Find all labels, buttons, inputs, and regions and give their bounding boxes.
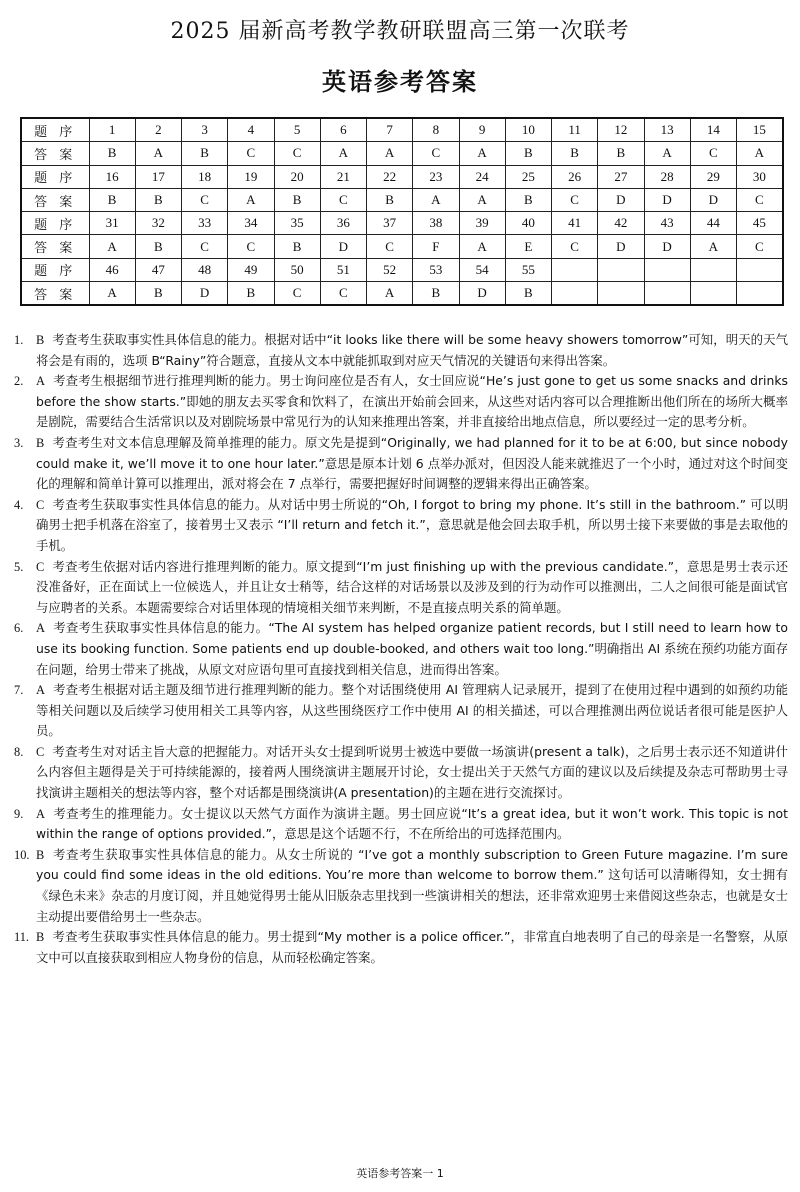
- table-cell: C: [182, 188, 228, 211]
- table-cell: C: [274, 282, 320, 306]
- table-cell: C: [690, 142, 736, 165]
- explanation-item: [14, 927, 788, 968]
- table-cell: 45: [737, 212, 783, 235]
- table-cell: 48: [182, 258, 228, 281]
- table-cell: 28: [644, 165, 690, 188]
- table-cell: 14: [690, 118, 736, 142]
- table-cell: [552, 282, 598, 306]
- table-cell: [737, 258, 783, 281]
- table-cell: D: [644, 188, 690, 211]
- table-cell: 47: [135, 258, 181, 281]
- table-cell: A: [89, 235, 135, 258]
- table-cell: 39: [459, 212, 505, 235]
- explanation-text: 考查考生对文本信息理解及简单推理的能力。原文先是提到“Originally, we had planned for it to be at 6:00, but since nobody could make it, we’ll move it to one hour later.”意思是原本计划 6 点举办派对，但因没人能来就推迟了一个小时，通过对这个时间变化的理解和简单计算可以推理出，派对将会在 7 点举行，需要把握好时间调整的逻辑来得出正确答案。: [36, 434, 788, 492]
- table-cell: 7: [367, 118, 413, 142]
- table-cell: 26: [552, 165, 598, 188]
- answer-letter: A: [36, 683, 45, 698]
- table-cell: B: [274, 235, 320, 258]
- table-cell: 16: [89, 165, 135, 188]
- table-cell: C: [737, 235, 783, 258]
- table-cell: 50: [274, 258, 320, 281]
- table-cell: B: [367, 188, 413, 211]
- explanations-list: [14, 330, 788, 968]
- row-label: 题 序: [21, 212, 89, 235]
- explanation-item: [14, 371, 788, 433]
- table-cell: 22: [367, 165, 413, 188]
- table-cell: 35: [274, 212, 320, 235]
- question-number: 10.: [14, 847, 30, 862]
- table-cell: 30: [737, 165, 783, 188]
- table-cell: B: [228, 282, 274, 306]
- row-label: 答 案: [21, 282, 89, 306]
- table-cell: 18: [182, 165, 228, 188]
- table-cell: 37: [367, 212, 413, 235]
- explanation-item: [14, 433, 788, 495]
- question-number: 5.: [14, 559, 24, 574]
- table-cell: 20: [274, 165, 320, 188]
- table-cell: B: [135, 235, 181, 258]
- table-cell: D: [320, 235, 366, 258]
- table-cell: 51: [320, 258, 366, 281]
- table-cell: F: [413, 235, 459, 258]
- answer-letter: B: [36, 435, 45, 450]
- question-number: 1.: [14, 333, 24, 347]
- table-cell: 25: [505, 165, 551, 188]
- table-cell: B: [413, 282, 459, 306]
- table-cell: 6: [320, 118, 366, 142]
- table-cell: B: [598, 142, 644, 165]
- explanation-text: 考查考生的推理能力。女士提议以天然气方面作为演讲主题。男士回应说“It’s a great idea, but it won’t work. This topic is not within the range of options provided.”，意思是这个话题不行，不在所给出的可选择范围内。: [36, 805, 788, 842]
- table-cell: 46: [89, 258, 135, 281]
- table-cell: A: [320, 142, 366, 165]
- explanation-item: [14, 557, 788, 619]
- table-cell: B: [135, 282, 181, 306]
- table-cell: 21: [320, 165, 366, 188]
- page-subtitle: 英语参考答案: [322, 68, 478, 96]
- answer-letter: A: [36, 806, 45, 821]
- table-row: [21, 188, 783, 211]
- table-row: [21, 118, 783, 142]
- explanation-text: 考查考生获取事实性具体信息的能力。从对话中男士所说的“Oh, I forgot to bring my phone. It’s still in the bathroom.” 可以明确男士把手机落在浴室了，接着男士又表示 “I’ll return and fetch it.”，意思就是他会回去取手机，所以男士接下来要做的事是去取他的手机。: [36, 496, 788, 553]
- table-cell: 33: [182, 212, 228, 235]
- table-cell: 29: [690, 165, 736, 188]
- explanation-item: [14, 680, 788, 742]
- table-cell: B: [505, 188, 551, 211]
- table-cell: 12: [598, 118, 644, 142]
- table-cell: [598, 282, 644, 306]
- table-cell: [690, 258, 736, 281]
- answer-letter: A: [36, 621, 45, 636]
- table-cell: B: [274, 188, 320, 211]
- table-cell: 1: [89, 118, 135, 142]
- table-cell: B: [182, 142, 228, 165]
- explanation-item: [14, 845, 788, 927]
- table-cell: A: [367, 282, 413, 306]
- table-cell: D: [690, 188, 736, 211]
- table-cell: D: [644, 235, 690, 258]
- question-number: 3.: [14, 435, 24, 450]
- answer-letter: C: [36, 497, 45, 512]
- table-cell: 40: [505, 212, 551, 235]
- table-cell: D: [182, 282, 228, 306]
- explanation-text: 考查考生获取事实性具体信息的能力。根据对话中“it looks like there will be some heavy showers tomorrow”可知，明天的天气将会是有雨的，选项 B“Rainy”符合题意，直接从文本中就能抓取到对应天气情况的关键语句来得出答案。: [36, 332, 788, 368]
- table-cell: 2: [135, 118, 181, 142]
- table-cell: A: [413, 188, 459, 211]
- table-cell: [598, 258, 644, 281]
- answer-letter: C: [36, 559, 45, 574]
- answer-letter: B: [36, 847, 45, 862]
- table-row: [21, 258, 783, 281]
- table-cell: A: [459, 142, 505, 165]
- table-cell: 34: [228, 212, 274, 235]
- answer-table: [20, 117, 784, 306]
- table-cell: C: [228, 235, 274, 258]
- table-cell: 27: [598, 165, 644, 188]
- table-cell: 53: [413, 258, 459, 281]
- table-cell: A: [367, 142, 413, 165]
- table-cell: 38: [413, 212, 459, 235]
- table-cell: 8: [413, 118, 459, 142]
- table-cell: 9: [459, 118, 505, 142]
- table-cell: 36: [320, 212, 366, 235]
- table-cell: C: [228, 142, 274, 165]
- table-cell: A: [228, 188, 274, 211]
- table-cell: [644, 282, 690, 306]
- table-row: [21, 165, 783, 188]
- table-cell: 41: [552, 212, 598, 235]
- table-cell: A: [135, 142, 181, 165]
- table-cell: 54: [459, 258, 505, 281]
- table-cell: [737, 282, 783, 306]
- table-cell: B: [89, 188, 135, 211]
- question-number: 11.: [14, 930, 30, 945]
- answer-letter: A: [36, 374, 45, 389]
- table-cell: [644, 258, 690, 281]
- table-cell: C: [413, 142, 459, 165]
- table-cell: 11: [552, 118, 598, 142]
- table-cell: C: [274, 142, 320, 165]
- row-label: 题 序: [21, 165, 89, 188]
- explanation-text: 考查考生根据对话主题及细节进行推理判断的能力。整个对话围绕使用 AI 管理病人记录展开，提到了在使用过程中遇到的如预约功能等相关问题以及后续学习使用相关工具等内容，从这些围绕医疗工作中使用 AI 的相关描述，可以合理推测出两位说话者很可能是医护人员。: [36, 682, 788, 739]
- table-cell: A: [89, 282, 135, 306]
- explanation-text: 考查考生获取事实性具体信息的能力。男士提到“My mother is a police officer.”，非常直白地表明了自己的母亲是一名警察，从原文中可以直接获取到相应人物身份的信息，从而轻松确定答案。: [36, 929, 788, 965]
- explanation-item: [14, 742, 788, 804]
- table-cell: A: [737, 142, 783, 165]
- table-cell: 49: [228, 258, 274, 281]
- explanation-item: [14, 618, 788, 680]
- table-cell: 43: [644, 212, 690, 235]
- table-cell: A: [644, 142, 690, 165]
- table-cell: A: [459, 188, 505, 211]
- table-cell: 4: [228, 118, 274, 142]
- explanation-text: 考查考生获取事实性具体信息的能力。“The AI system has helped organize patient records, but I still need to learn how to use its booking function. Some patients end up double-booked, and others wait too long.”明确指出 AI 系统在预约功能方面存在问题，给男士带来了挑战，从原文对应语句里可直接找到相关信息，进而得出答案。: [36, 620, 788, 677]
- table-cell: 55: [505, 258, 551, 281]
- table-row: [21, 212, 783, 235]
- table-cell: 31: [89, 212, 135, 235]
- table-cell: 23: [413, 165, 459, 188]
- explanation-text: 考查考生根据细节进行推理判断的能力。男士询问座位是否有人，女士回应说“He’s just gone to get us some snacks and drinks before the show starts.”即她的朋友去买零食和饮料了，在演出开始前会回来，从这些对话内容可以合理推断出他们所在的场所大概率是剧院，需要结合生活常识以及对剧院场景中常见行为的认知来推理出答案，并非直接给出地点信息，所以要经过一定的思考分析。: [36, 373, 788, 430]
- answer-letter: B: [36, 333, 45, 347]
- table-cell: A: [690, 235, 736, 258]
- table-cell: 32: [135, 212, 181, 235]
- table-cell: B: [89, 142, 135, 165]
- explanation-text: 考查考生依据对话内容进行推理判断的能力。原文提到“I’m just finishing up with the previous candidate.”，意思是男士表示还没准备好，正在面试上一位候选人，并且让女士稍等，结合这样的对话场景以及涉及到的行为动作可以推测出，二人之间很可能是面试官与应聘者的关系。本题需要综合对话里体现的情境相关细节来判断，不是直接点明关系的简单题。: [36, 558, 788, 615]
- table-cell: B: [505, 142, 551, 165]
- row-label: 题 序: [21, 118, 89, 142]
- table-cell: [690, 282, 736, 306]
- table-cell: C: [552, 188, 598, 211]
- row-label: 答 案: [21, 142, 89, 165]
- table-cell: 44: [690, 212, 736, 235]
- explanation-item: [14, 330, 788, 371]
- table-cell: D: [459, 282, 505, 306]
- question-number: 4.: [14, 497, 24, 512]
- table-cell: D: [598, 188, 644, 211]
- table-cell: D: [598, 235, 644, 258]
- table-cell: 13: [644, 118, 690, 142]
- table-cell: B: [552, 142, 598, 165]
- table-cell: 10: [505, 118, 551, 142]
- table-cell: 42: [598, 212, 644, 235]
- page-footer: 英语参考答案一 1: [356, 1167, 444, 1180]
- table-cell: B: [135, 188, 181, 211]
- table-cell: 15: [737, 118, 783, 142]
- table-cell: B: [505, 282, 551, 306]
- explanation-text: 考查考生对对话主旨大意的把握能力。对话开头女士提到听说男士被选中要做一场演讲(present a talk)，之后男士表示还不知道讲什么内容但主题得是关于可持续能源的，接着两人围绕演讲主题展开讨论，女士提出关于天然气方面的建议以及后续提及杂志可帮助男士寻找演讲主题相关的想法等内容，整个对话都是围绕演讲(A presentation)的主题在进行交流探讨。: [36, 743, 788, 801]
- table-cell: 3: [182, 118, 228, 142]
- explanation-item: [14, 495, 788, 557]
- table-row: [21, 235, 783, 258]
- table-cell: A: [459, 235, 505, 258]
- answer-letter: C: [36, 744, 45, 759]
- table-cell: C: [320, 188, 366, 211]
- table-cell: 5: [274, 118, 320, 142]
- row-label: 题 序: [21, 258, 89, 281]
- table-row: [21, 142, 783, 165]
- question-number: 6.: [14, 621, 24, 636]
- page-title: 2025 届新高考教学教研联盟高三第一次联考: [170, 19, 630, 44]
- table-row: [21, 282, 783, 306]
- table-cell: [552, 258, 598, 281]
- explanation-text: 考查考生获取事实性具体信息的能力。从女士所说的 “I’ve got a monthly subscription to Green Future magazine. I’m sure you could find some ideas in the old editions. You’re more than welcome to borrow them.” 这句话可以清晰得知，女士拥有《绿色未来》杂志的月度订阅，并且她觉得男士能从旧版杂志里找到一些演讲相关的想法，还非常欢迎男士来借阅这些杂志，也就是女士主动提出要借给男士一些杂志。: [36, 846, 788, 924]
- question-number: 9.: [14, 806, 24, 821]
- table-cell: C: [552, 235, 598, 258]
- table-cell: C: [320, 282, 366, 306]
- explanation-item: [14, 804, 788, 845]
- question-number: 7.: [14, 683, 24, 698]
- question-number: 8.: [14, 744, 24, 759]
- table-cell: E: [505, 235, 551, 258]
- row-label: 答 案: [21, 235, 89, 258]
- table-cell: 52: [367, 258, 413, 281]
- question-number: 2.: [14, 374, 24, 389]
- table-cell: 24: [459, 165, 505, 188]
- row-label: 答 案: [21, 188, 89, 211]
- table-cell: 17: [135, 165, 181, 188]
- table-cell: C: [737, 188, 783, 211]
- table-cell: C: [182, 235, 228, 258]
- table-cell: 19: [228, 165, 274, 188]
- table-cell: C: [367, 235, 413, 258]
- answer-letter: B: [36, 930, 45, 945]
